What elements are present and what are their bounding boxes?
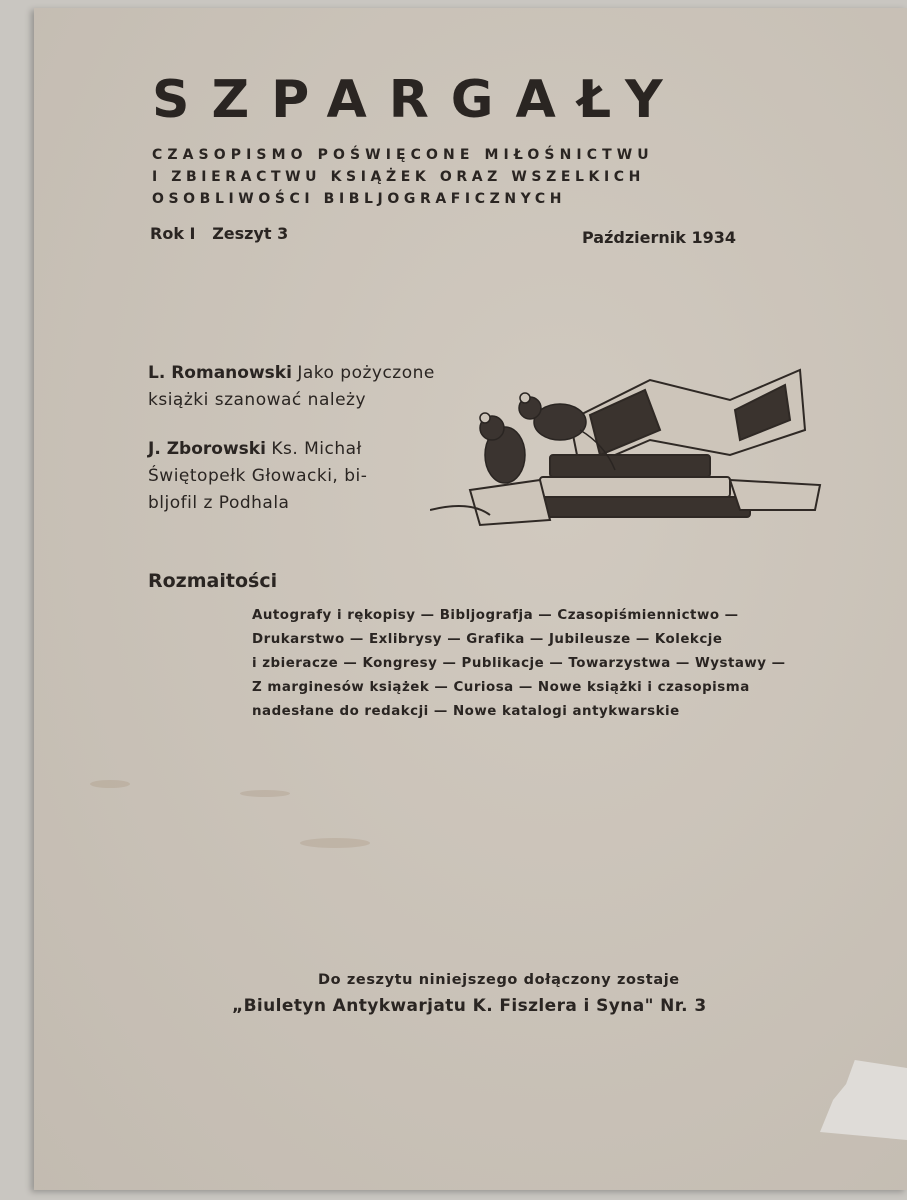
supplement-note: Do zeszytu niniejszego dołączony zostaje xyxy=(318,972,680,988)
article-zborowski xyxy=(148,436,367,517)
paper-stain xyxy=(300,838,370,848)
paper-stain xyxy=(90,780,130,788)
article-title: książki szanować należy xyxy=(148,390,367,410)
misc-topics-line: nadesłane do redakcji — Nowe katalogi antykwarskie xyxy=(252,704,680,719)
subtitle-line-3: OSOBLIWOŚCI BIBLJOGRAFICZNYCH xyxy=(152,191,567,207)
article-title: Ks. Michał xyxy=(271,439,362,459)
misc-topics-line: Z marginesów książek — Curiosa — Nowe książki i czasopisma xyxy=(252,680,750,695)
misc-topics-line: Drukarstwo — Exlibrysy — Grafika — Jubileusze — Kolekcje xyxy=(252,632,723,647)
article-title: Świętopełk Głowacki, bi- xyxy=(148,466,368,486)
article-author: J. Zborowski xyxy=(148,439,266,459)
article-romanowski xyxy=(148,360,435,414)
misc-topics-line: i zbieracze — Kongresy — Publikacje — Towarzystwa — Wystawy — xyxy=(252,656,786,671)
misc-topics-line: Autografy i rękopisy — Bibljografja — Czasopiśmiennictwo — xyxy=(252,608,739,623)
subtitle-line-2: I ZBIERACTWU KSIĄŻEK ORAZ WSZELKICH xyxy=(152,169,645,185)
article-title: Jako pożyczone xyxy=(297,363,435,383)
issue-number: Rok I Zeszyt 3 xyxy=(150,224,289,243)
subtitle-line-1: CZASOPISMO POŚWIĘCONE MIŁOŚNICTWU xyxy=(152,147,654,163)
section-heading: Rozmaitości xyxy=(148,570,278,592)
paper-stain xyxy=(240,790,290,797)
supplement-title: „Biuletyn Antykwarjatu K. Fiszlera i Syna" Nr. 3 xyxy=(232,996,707,1016)
journal-title: SZPARGAŁY xyxy=(152,70,685,130)
books-and-mice-illustration-icon xyxy=(430,360,830,530)
article-title: bljofil z Podhala xyxy=(148,493,290,513)
article-author: L. Romanowski xyxy=(148,363,292,383)
issue-date: Październik 1934 xyxy=(582,228,737,247)
